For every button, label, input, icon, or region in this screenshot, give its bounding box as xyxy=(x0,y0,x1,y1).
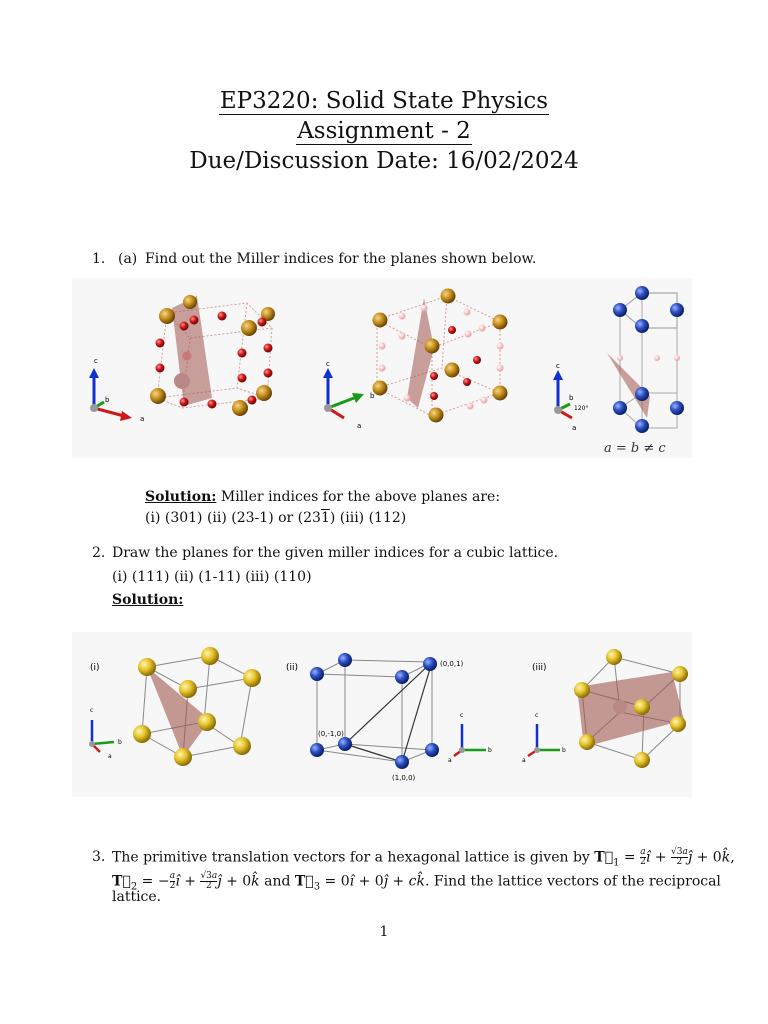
svg-text:a: a xyxy=(572,424,577,432)
q2-label-iii: (iii) xyxy=(532,663,547,673)
due-date-title: Due/Discussion Date: 16/02/2024 xyxy=(189,148,579,174)
svg-text:a: a xyxy=(108,753,112,760)
svg-text:c: c xyxy=(535,712,539,719)
q3-line1: The primitive translation vectors for a hexagonal lattice is given by $T⃗_1$ = $\frac{a}{2}$ î + $\frac{√3a}{2}$ ĵ + 0k̂, xyxy=(112,847,735,869)
svg-text:c: c xyxy=(326,360,330,368)
svg-text:b: b xyxy=(370,392,375,400)
page-number: 1 xyxy=(379,924,389,940)
q1-crystal-figure xyxy=(72,278,692,458)
q2-number: 2. xyxy=(92,545,106,561)
svg-text:b: b xyxy=(569,394,574,402)
svg-text:b: b xyxy=(105,396,110,404)
q1-solution-label: Solution: xyxy=(145,489,217,505)
q2-point-001: (0,0,1) xyxy=(440,660,464,668)
q1-answers: (i) (301) (ii) (23-1) or (231) (iii) (112) xyxy=(145,510,407,526)
svg-text:a: a xyxy=(140,415,145,423)
svg-text:b: b xyxy=(488,747,492,754)
q2-point-100: (1,0,0) xyxy=(392,774,416,782)
assignment-course-title: EP3220: Solid State Physics xyxy=(219,88,549,114)
svg-text:a: a xyxy=(448,757,452,764)
svg-text:c: c xyxy=(90,707,94,714)
svg-text:a: a xyxy=(357,422,362,430)
assignment-number-title: Assignment - 2 xyxy=(297,118,471,144)
svg-text:a: a xyxy=(522,757,526,764)
q1-angle-label: 120° xyxy=(574,405,589,412)
q1-axis-c-i: c xyxy=(94,357,98,365)
svg-text:c: c xyxy=(460,712,464,719)
q1-question-text: Find out the Miller indices for the planes shown below. xyxy=(145,251,537,267)
svg-text:b: b xyxy=(118,739,122,746)
q2-solution-label: Solution: xyxy=(112,592,184,608)
q1-solution xyxy=(145,488,500,506)
q1-number: 1. xyxy=(92,251,106,267)
q2-point-0-1-0: (0,-1,0) xyxy=(318,730,344,738)
q1-solution-text: Miller indices for the above planes are: xyxy=(216,489,501,505)
q2-items: (i) (111) (ii) (1-11) (iii) (110) xyxy=(112,569,312,585)
svg-text:c: c xyxy=(556,362,560,370)
q1-part-label: (a) xyxy=(118,251,138,267)
q2-cubic-planes-figure xyxy=(72,632,692,797)
q1-handwritten-note: a = b ≠ c xyxy=(604,441,666,456)
q2-question-text: Draw the planes for the given miller indices for a cubic lattice. xyxy=(112,545,559,561)
q3-line2: $T⃗_2$ = − $\frac{a}{2}$ î + $\frac{√3a}{2}$ ĵ + 0k̂ and $T⃗_3$ = 0î + 0ĵ + ck̂. Find the lattice vectors of the reciprocal xyxy=(112,871,721,893)
q3-line3: lattice. xyxy=(112,889,162,905)
q2-label-i: (i) xyxy=(90,663,100,673)
q2-label-ii: (ii) xyxy=(286,663,299,673)
svg-text:b: b xyxy=(562,747,566,754)
q3-number: 3. xyxy=(92,849,106,865)
